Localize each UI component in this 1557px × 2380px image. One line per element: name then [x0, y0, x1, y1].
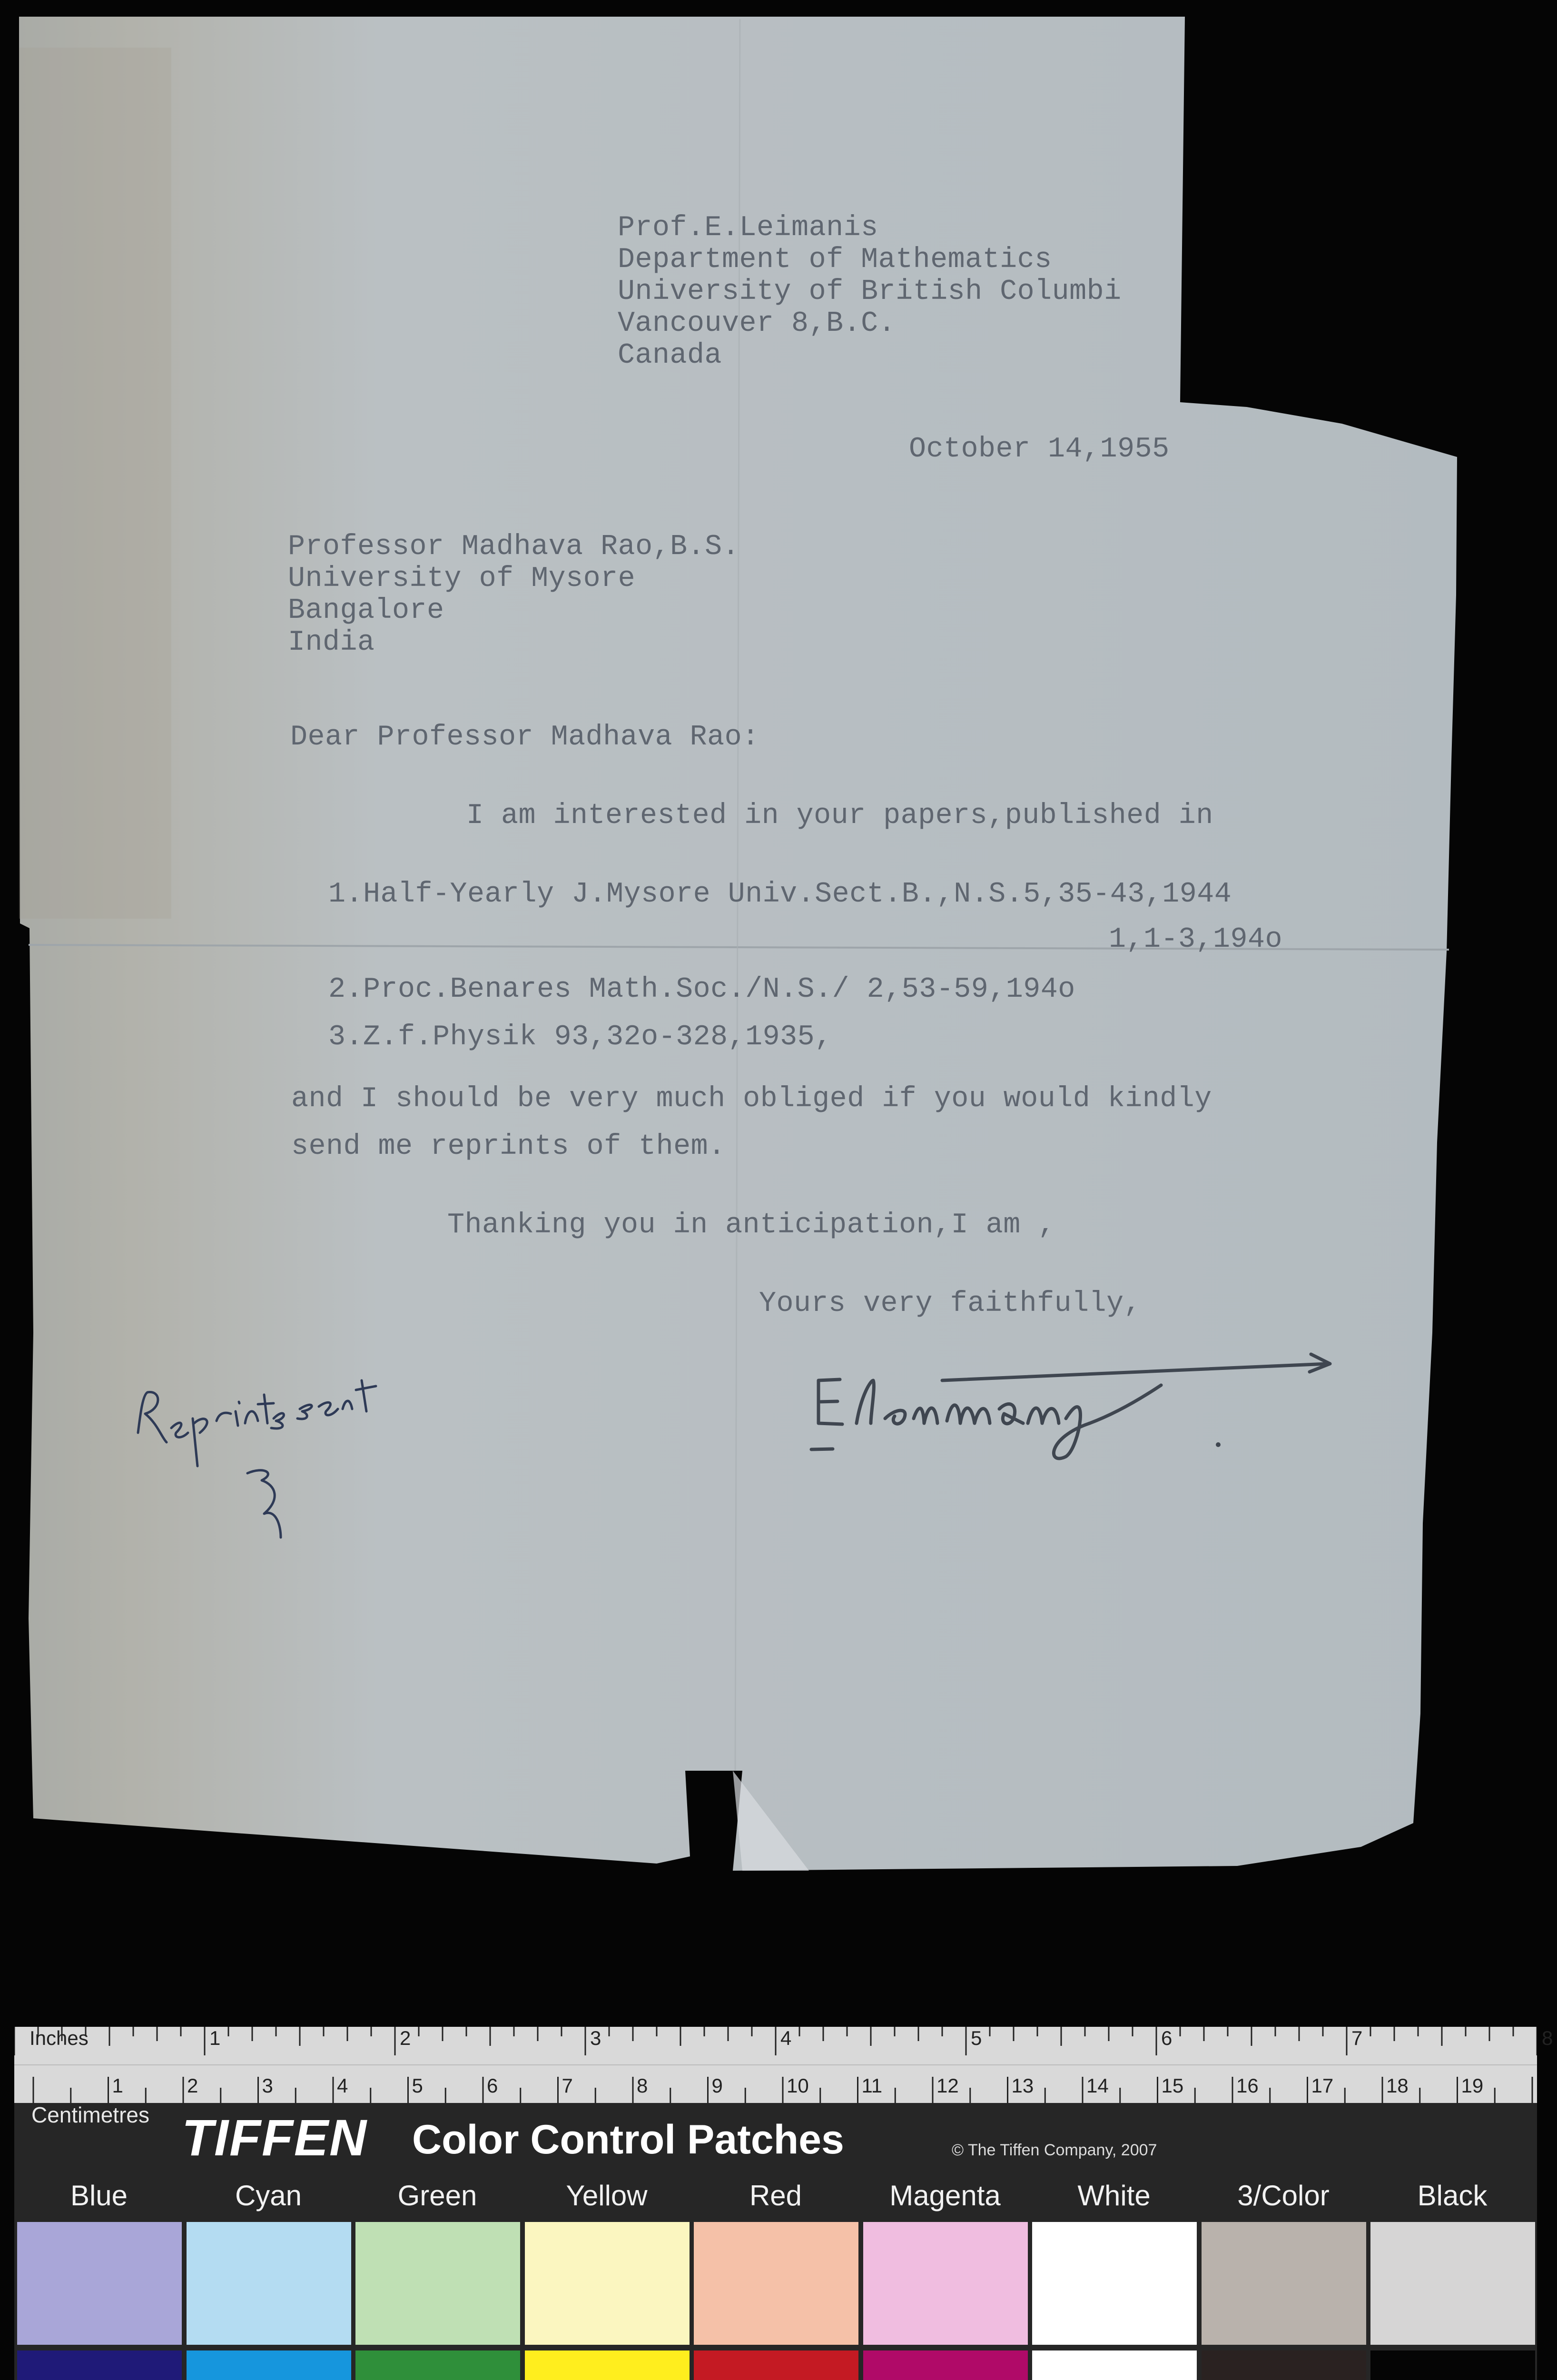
patch-light-3-color: [1202, 2222, 1366, 2345]
sender-city: Vancouver 8,B.C.: [618, 307, 896, 340]
patch-label-yellow: Yellow: [566, 2180, 648, 2211]
ruler-cm-number: 8: [637, 2074, 648, 2097]
thanks-line: Thanking you in anticipation,I am ,: [447, 1209, 1055, 1241]
ruler-cm-number: 18: [1386, 2074, 1409, 2097]
sender-university: University of British Columbi: [618, 276, 1122, 308]
ruler-cm-number: 11: [861, 2074, 883, 2097]
patch-light-white: [1032, 2222, 1197, 2345]
ruler-inch-number: 6: [1161, 2027, 1173, 2049]
ruler-cm-number: 12: [936, 2074, 959, 2097]
paper-1: 1.Half-Yearly J.Mysore Univ.Sect.B.,N.S.5,35-43,1944: [328, 878, 1232, 911]
chart-copyright: © The Tiffen Company, 2007: [952, 2141, 1157, 2159]
sender-department: Department of Mathematics: [618, 244, 1052, 276]
recipient-city: Bangalore: [288, 595, 444, 627]
ruler-inch-number: 1: [209, 2027, 221, 2049]
intro-line: I am interested in your papers,published in: [466, 800, 1213, 832]
ruler-cm-number: 16: [1236, 2074, 1259, 2097]
patch-label-magenta: Magenta: [889, 2180, 1001, 2211]
paper-1-continuation: 1,1-3,194o: [1109, 923, 1283, 956]
patch-light-black: [1370, 2222, 1535, 2345]
ruler: [14, 2027, 1553, 2127]
ruler-cm-number: 2: [187, 2074, 198, 2097]
request-line-1: and I should be very much obliged if you would kindly: [291, 1083, 1212, 1115]
ruler-cm-number: 15: [1161, 2074, 1184, 2097]
patch-dark-green: [355, 2350, 520, 2380]
patch-dark-yellow: [525, 2350, 690, 2380]
ruler-cm-number: 1: [112, 2074, 123, 2097]
patch-dark-magenta: [863, 2350, 1028, 2380]
signature: [799, 1352, 1337, 1466]
tiffen-logo: TIFFEN: [182, 2109, 367, 2166]
patch-label-red: Red: [749, 2180, 802, 2211]
ruler-inches-label: Inches: [30, 2027, 89, 2049]
color-control-chart: [14, 2027, 1553, 2380]
letter-date: October 14,1955: [909, 433, 1170, 466]
paper-3: 3.Z.f.Physik 93,32o-328,1935,: [328, 1021, 832, 1053]
patch-label-cyan: Cyan: [235, 2180, 302, 2211]
recipient-university: University of Mysore: [288, 563, 636, 595]
patch-label-3-color: 3/Color: [1237, 2180, 1330, 2211]
patch-light-magenta: [863, 2222, 1028, 2345]
ruler-cm-label: Centimetres: [31, 2102, 149, 2127]
patch-dark-cyan: [187, 2350, 351, 2380]
patch-light-red: [694, 2222, 858, 2345]
patch-light-blue: [17, 2222, 182, 2345]
patch-light-yellow: [525, 2222, 690, 2345]
paper-2: 2.Proc.Benares Math.Soc./N.S./ 2,53-59,194o: [328, 973, 1075, 1006]
chart-title: Color Control Patches: [412, 2117, 844, 2162]
patch-label-green: Green: [397, 2180, 477, 2211]
patch-dark-red: [694, 2350, 858, 2380]
patch-light-green: [355, 2222, 520, 2345]
patch-dark-blue: [17, 2350, 182, 2380]
sender-country: Canada: [618, 339, 722, 372]
ruler-inch-number: 2: [400, 2027, 411, 2049]
ruler-cm-number: 7: [562, 2074, 573, 2097]
ruler-cm-number: 13: [1011, 2074, 1034, 2097]
patch-dark-3-color: [1202, 2350, 1366, 2380]
recipient-name: Professor Madhava Rao,B.S.: [288, 531, 740, 563]
patch-label-white: White: [1077, 2180, 1151, 2211]
ruler-cm-number: 17: [1311, 2074, 1334, 2097]
ruler-cm-number: 3: [262, 2074, 273, 2097]
ruler-cm-number: 10: [787, 2074, 809, 2097]
ruler-inch-number: 4: [780, 2027, 792, 2049]
ruler-inch-number: 5: [971, 2027, 982, 2049]
ruler-cm-number: 14: [1086, 2074, 1109, 2097]
patch-dark-black: [1370, 2350, 1535, 2380]
patch-light-cyan: [187, 2222, 351, 2345]
ruler-inch-number: 3: [590, 2027, 601, 2049]
patch-label-black: Black: [1417, 2180, 1488, 2211]
ruler-inch-number: 7: [1351, 2027, 1363, 2049]
ruler-cm-number: 6: [487, 2074, 498, 2097]
patch-label-blue: Blue: [70, 2180, 128, 2211]
ruler-cm-number: 9: [711, 2074, 723, 2097]
request-line-2: send me reprints of them.: [291, 1130, 726, 1163]
closing-line: Yours very faithfully,: [759, 1288, 1142, 1320]
ruler-cm-number: 5: [412, 2074, 423, 2097]
margin-note-reprints-sent: [128, 1357, 395, 1547]
ruler-ticks: [14, 2027, 1537, 2103]
recipient-country: India: [288, 626, 375, 659]
salutation: Dear Professor Madhava Rao:: [290, 721, 759, 754]
ruler-cm-number: 19: [1461, 2074, 1484, 2097]
ruler-inch-number: 8: [1542, 2027, 1553, 2049]
patch-dark-white: [1032, 2350, 1197, 2380]
ruler-cm-number: 4: [337, 2074, 348, 2097]
sender-name: Prof.E.Leimanis: [618, 212, 878, 244]
